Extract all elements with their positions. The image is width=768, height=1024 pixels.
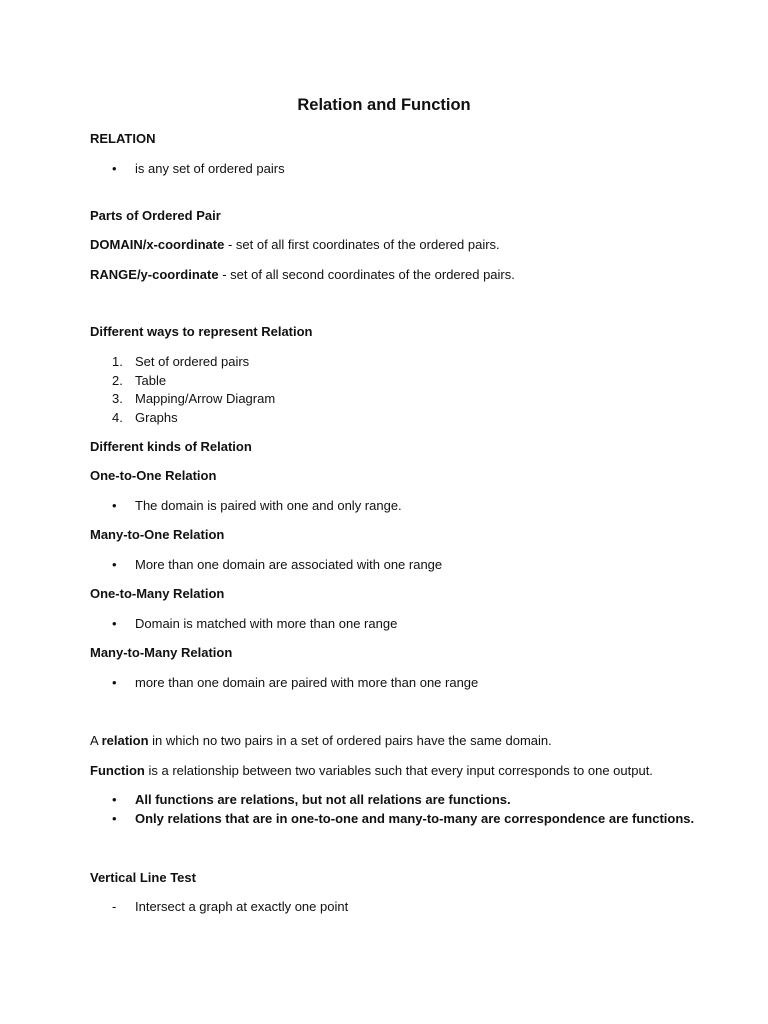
- range-definition: - set of all second coordinates of the ordered pairs.: [218, 267, 515, 282]
- one-to-one-heading: One-to-One Relation: [90, 468, 217, 483]
- list-number: 1.: [112, 354, 123, 369]
- bullet-icon: •: [112, 792, 117, 807]
- domain-term: DOMAIN/x-coordinate: [90, 237, 225, 252]
- range-line: [90, 267, 515, 283]
- list-number: 2.: [112, 373, 123, 388]
- list-item: Set of ordered pairs: [135, 354, 250, 369]
- bullet-icon: •: [112, 161, 117, 176]
- text-fragment: in which no two pairs in a set of ordered pairs have the same domain.: [148, 733, 552, 748]
- text-fragment: A: [90, 733, 102, 748]
- list-number: 4.: [112, 410, 123, 425]
- many-to-one-heading: Many-to-One Relation: [90, 527, 225, 542]
- many-to-one-bullet-text: More than one domain are associated with one range: [135, 557, 443, 572]
- one-to-many-bullet-text: Domain is matched with more than one range: [135, 616, 398, 631]
- text-fragment: is a relationship between two variables such that every input corresponds to one output.: [144, 763, 653, 778]
- function-term: Function: [90, 763, 145, 778]
- bullet-icon: •: [112, 811, 117, 826]
- bullet-icon: •: [112, 557, 117, 572]
- page-title: Relation and Function: [297, 96, 471, 114]
- one-to-one-bullet-text: The domain is paired with one and only range.: [135, 498, 402, 513]
- range-term: RANGE/y-coordinate: [90, 267, 219, 282]
- relation-bullet-text: is any set of ordered pairs: [135, 161, 285, 176]
- kinds-heading: Different kinds of Relation: [90, 439, 252, 454]
- function-bullet-text: Only relations that are in one-to-one and many-to-many are correspondence are functions.: [135, 811, 695, 826]
- list-item: Graphs: [135, 410, 178, 425]
- domain-line: [90, 237, 500, 253]
- function-bullet-text: All functions are relations, but not all relations are functions.: [135, 792, 511, 807]
- many-to-many-bullet-text: more than one domain are paired with more than one range: [135, 675, 479, 690]
- relation-definition-line: [90, 733, 552, 749]
- bullet-icon: •: [112, 616, 117, 631]
- bullet-icon: •: [112, 498, 117, 513]
- relation-term: relation: [101, 733, 149, 748]
- dash-marker: -: [112, 899, 117, 914]
- relation-heading: RELATION: [90, 131, 156, 146]
- bullet-icon: •: [112, 675, 117, 690]
- function-definition-line: [90, 763, 653, 779]
- ways-heading: Different ways to represent Relation: [90, 324, 313, 339]
- many-to-many-heading: Many-to-Many Relation: [90, 645, 233, 660]
- list-item: Mapping/Arrow Diagram: [135, 391, 276, 406]
- domain-definition: - set of all first coordinates of the ordered pairs.: [224, 237, 500, 252]
- vertical-line-test-item: Intersect a graph at exactly one point: [135, 899, 349, 914]
- one-to-many-heading: One-to-Many Relation: [90, 586, 225, 601]
- list-item: Table: [135, 373, 167, 388]
- vertical-line-test-heading: Vertical Line Test: [90, 870, 196, 885]
- parts-heading: Parts of Ordered Pair: [90, 208, 221, 223]
- list-number: 3.: [112, 391, 123, 406]
